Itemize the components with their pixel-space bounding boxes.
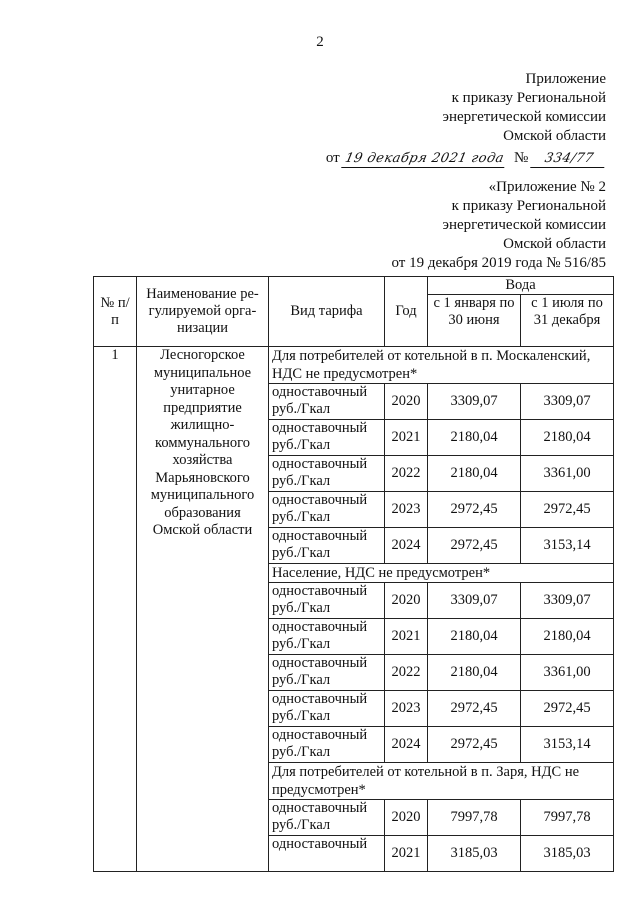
value-period-1: 2180,04: [428, 655, 521, 691]
annex-ot: от: [325, 150, 340, 166]
tariff-type: одноставочный руб./Гкал: [269, 456, 385, 492]
year-cell: 2020: [385, 800, 428, 836]
value-period-2: 2180,04: [521, 619, 614, 655]
section-title: Для потребителей от котельной в п. Москаленский, НДС не предусмотрен*: [269, 347, 614, 384]
annex2-line: Омской области: [503, 236, 606, 252]
value-period-1: 7997,78: [428, 800, 521, 836]
year-cell: 2020: [385, 384, 428, 420]
value-period-1: 2180,04: [428, 619, 521, 655]
annex2-line: «Приложение № 2: [488, 179, 606, 195]
tariff-type: одноставочный руб./Гкал: [269, 691, 385, 727]
year-cell: 2023: [385, 492, 428, 528]
annex-date-line: [326, 149, 606, 168]
value-period-2: 2972,45: [521, 691, 614, 727]
value-period-1: 3309,07: [428, 384, 521, 420]
value-period-1: 3309,07: [428, 583, 521, 619]
value-period-2: 3153,14: [521, 528, 614, 564]
year-cell: 2021: [385, 836, 428, 872]
annex2-line: энергетической комиссии: [442, 217, 606, 233]
header-org: Наименование ре-гулируемой орга-низации: [137, 277, 269, 347]
value-period-2: 3185,03: [521, 836, 614, 872]
value-period-1: 2972,45: [428, 691, 521, 727]
tariff-type: одноставочный руб./Гкал: [269, 420, 385, 456]
tariff-table: [93, 276, 614, 872]
value-period-1: 2972,45: [428, 727, 521, 763]
annex-line: энергетической комиссии: [442, 109, 606, 125]
section-title: Население, НДС не предусмотрен*: [269, 564, 614, 583]
value-period-1: 2972,45: [428, 528, 521, 564]
header-period-1: с 1 января по 30 июня: [428, 295, 521, 347]
handwritten-date: 19 декабря 2021 года: [342, 151, 508, 168]
page-number: 2: [316, 34, 324, 50]
header-num: № п/п: [94, 277, 137, 347]
annex2-line: от 19 декабря 2019 года № 516/85: [391, 255, 606, 271]
value-period-2: 3361,00: [521, 655, 614, 691]
year-cell: 2022: [385, 456, 428, 492]
tariff-type: одноставочный руб./Гкал: [269, 619, 385, 655]
header-period-2: с 1 июля по 31 декабря: [521, 295, 614, 347]
header-year: Год: [385, 277, 428, 347]
annex-num-label: №: [513, 150, 529, 166]
row-number: 1: [94, 347, 137, 872]
value-period-2: 3361,00: [521, 456, 614, 492]
tariff-type: одноставочный руб./Гкал: [269, 655, 385, 691]
annex-line: к приказу Региональной: [451, 90, 606, 106]
value-period-2: 7997,78: [521, 800, 614, 836]
value-period-2: 3153,14: [521, 727, 614, 763]
tariff-type: одноставочный руб./Гкал: [269, 492, 385, 528]
value-period-2: 2180,04: [521, 420, 614, 456]
value-period-2: 2972,45: [521, 492, 614, 528]
value-period-1: 3185,03: [428, 836, 521, 872]
value-period-2: 3309,07: [521, 384, 614, 420]
year-cell: 2024: [385, 528, 428, 564]
annex2-header: [391, 178, 606, 273]
tariff-type: одноставочный: [269, 836, 385, 872]
tariff-type: одноставочный руб./Гкал: [269, 583, 385, 619]
year-cell: 2024: [385, 727, 428, 763]
annex-title: Приложение: [525, 71, 606, 87]
year-cell: 2022: [385, 655, 428, 691]
year-cell: 2020: [385, 583, 428, 619]
header-tariff: Вид тарифа: [269, 277, 385, 347]
annex2-line: к приказу Региональной: [451, 198, 606, 214]
organization-name: Лесногорское муниципальное унитарное предприятие жилищно-коммунального хозяйства Марьяновского муниципального образования Омской области: [137, 347, 269, 872]
handwritten-number: 334/77: [530, 151, 608, 168]
section-title: Для потребителей от котельной в п. Заря, НДС не предусмотрен*: [269, 763, 614, 800]
value-period-1: 2180,04: [428, 456, 521, 492]
header-water: Вода: [428, 277, 614, 295]
tariff-type: одноставочный руб./Гкал: [269, 800, 385, 836]
annex-line: Омской области: [503, 128, 606, 144]
annex-header: [326, 70, 606, 168]
value-period-2: 3309,07: [521, 583, 614, 619]
year-cell: 2023: [385, 691, 428, 727]
tariff-type: одноставочный руб./Гкал: [269, 384, 385, 420]
tariff-type: одноставочный руб./Гкал: [269, 727, 385, 763]
value-period-1: 2180,04: [428, 420, 521, 456]
tariff-type: одноставочный руб./Гкал: [269, 528, 385, 564]
value-period-1: 2972,45: [428, 492, 521, 528]
year-cell: 2021: [385, 619, 428, 655]
year-cell: 2021: [385, 420, 428, 456]
